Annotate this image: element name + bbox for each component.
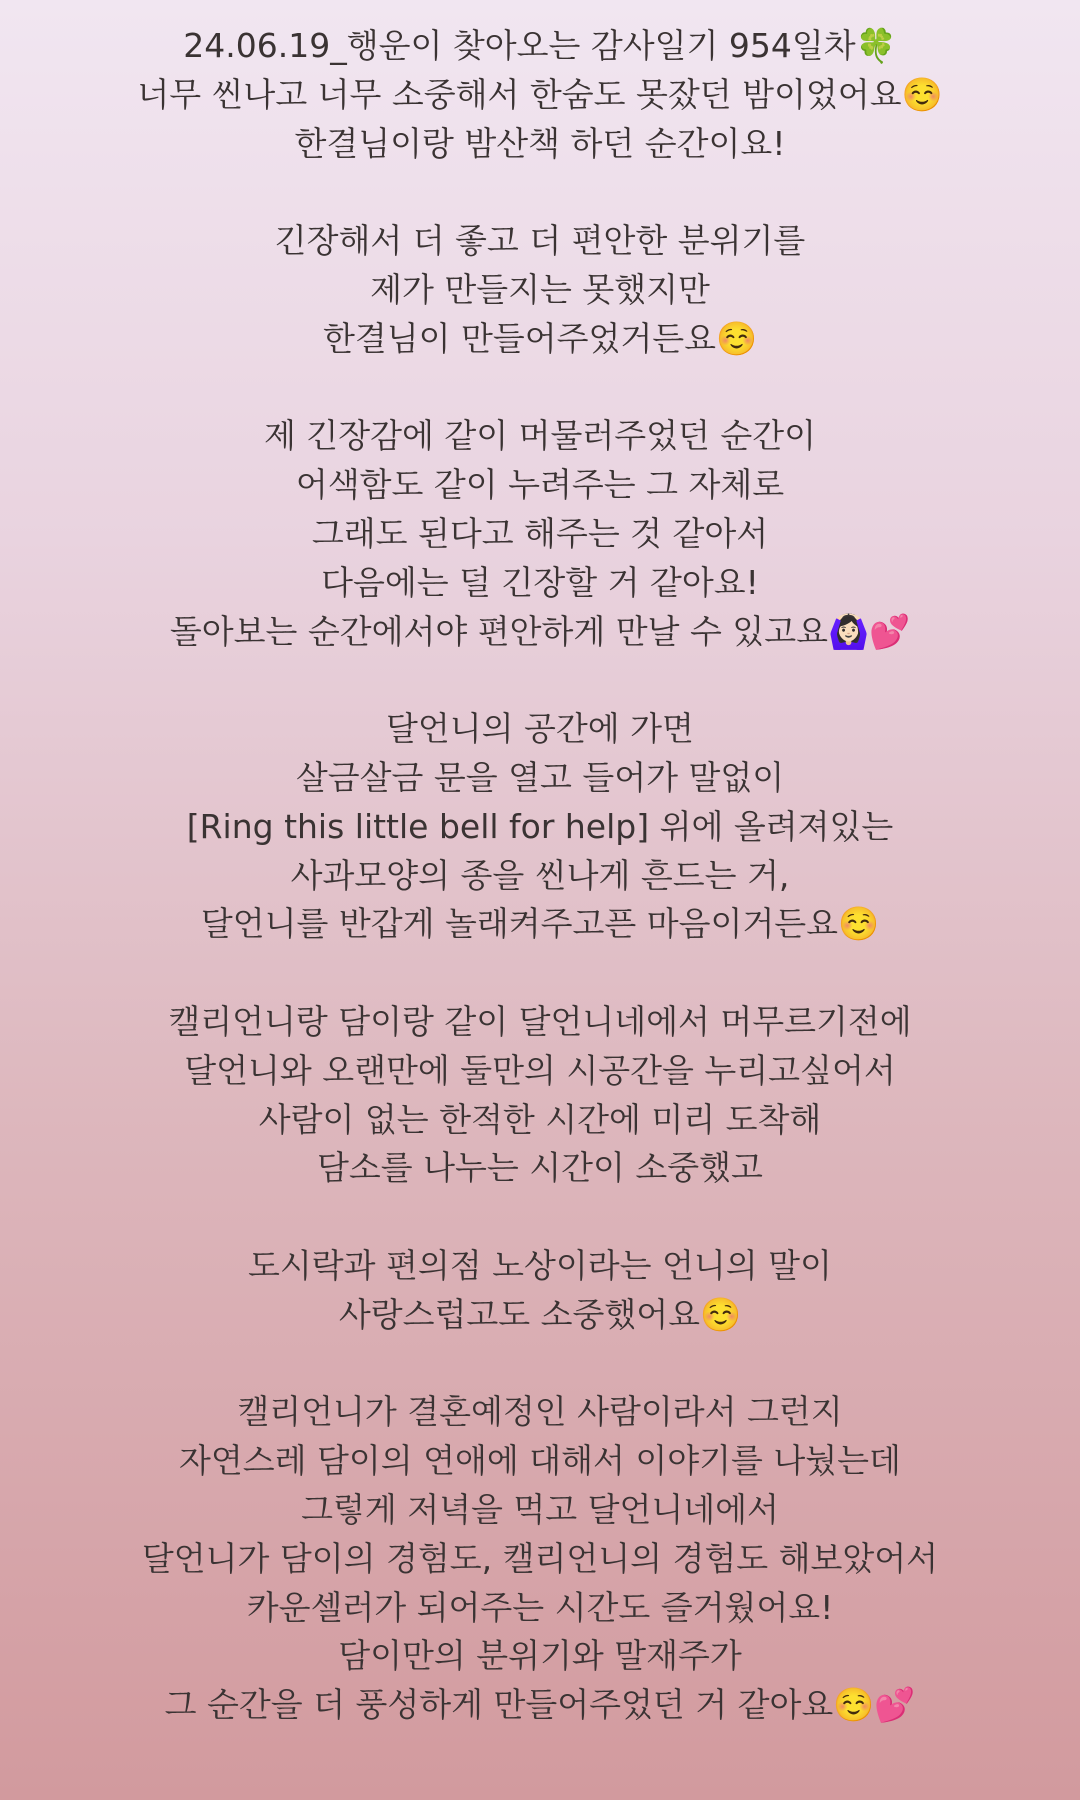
- text-line-content: 긴장해서 더 좋고 더 편안한 분위기를: [274, 221, 806, 261]
- text-line: [0, 1047, 1080, 1096]
- text-line-content: 어색함도 같이 누려주는 그 자체로: [295, 465, 785, 505]
- text-line-content: 자연스레 담이의 연애에 대해서 이야기를 나눴는데: [179, 1441, 901, 1481]
- emoji-icon: ☺️: [838, 904, 880, 944]
- text-line-content: 담이만의 분위기와 말재주가: [338, 1636, 742, 1676]
- text-line: [0, 120, 1080, 169]
- text-line: [0, 412, 1080, 461]
- text-line-content: 도시락과 편의점 노상이라는 언니의 말이: [248, 1245, 832, 1285]
- text-line-content: 달언니가 담이의 경험도, 캘리언니의 경험도 해보았어서: [141, 1538, 939, 1578]
- text-line-content: 너무 씬나고 너무 소중해서 한숨도 못잤던 밤이었어요: [137, 74, 902, 114]
- text-line-content: 그래도 된다고 해주는 것 같아서: [311, 513, 769, 553]
- text-line: [0, 217, 1080, 266]
- text-line: [0, 1144, 1080, 1193]
- text-line-content: 살금살금 문을 열고 들어가 말없이: [295, 757, 785, 797]
- text-line-content: [Ring this little bell for help] 위에 올려져있는: [186, 806, 894, 846]
- text-line-content: 한결님이랑 밤산책 하던 순간이요!: [294, 123, 786, 163]
- emoji-icon: ☺️💕: [833, 1685, 916, 1725]
- text-line: [0, 803, 1080, 852]
- emoji-icon: ☺️: [700, 1294, 742, 1334]
- text-line: [0, 1632, 1080, 1681]
- text-line: [0, 705, 1080, 754]
- text-line: [0, 1486, 1080, 1535]
- paragraph: [0, 705, 1080, 949]
- emoji-icon: ☺️: [715, 318, 758, 358]
- text-line-content: 제가 만들지는 못했지만: [370, 269, 710, 309]
- emoji-icon: 🍀: [855, 26, 897, 65]
- text-line-content: 사람이 없는 한적한 시간에 미리 도착해: [258, 1099, 822, 1139]
- paragraph-gap: [0, 949, 1080, 998]
- text-line: [0, 266, 1080, 315]
- text-line: [0, 998, 1080, 1047]
- text-line-content: 카운셀러가 되어주는 시간도 즐거웠어요!: [246, 1587, 834, 1627]
- story-text-block: [0, 22, 1080, 1730]
- text-line: [0, 1242, 1080, 1291]
- text-line: [0, 1291, 1080, 1340]
- paragraph-gap: [0, 364, 1080, 413]
- text-line: [0, 71, 1080, 120]
- text-line: [0, 1584, 1080, 1633]
- paragraph: [0, 998, 1080, 1193]
- text-line: [0, 22, 1080, 71]
- text-line-content: 캘리언니가 결혼예정인 사람이라서 그런지: [237, 1392, 843, 1432]
- paragraph-gap: [0, 1193, 1080, 1242]
- emoji-icon: ☺️: [901, 74, 943, 114]
- text-line: [0, 559, 1080, 608]
- text-line: [0, 315, 1080, 364]
- text-line: [0, 754, 1080, 803]
- text-line: [0, 1096, 1080, 1145]
- paragraph: [0, 1242, 1080, 1340]
- paragraph: [0, 22, 1080, 168]
- text-line-content: 달언니와 오랜만에 둘만의 시공간을 누리고싶어서: [184, 1050, 896, 1090]
- paragraph: [0, 217, 1080, 363]
- text-line-content: 다음에는 덜 긴장할 거 같아요!: [321, 562, 759, 602]
- paragraph: [0, 1388, 1080, 1730]
- text-line: [0, 510, 1080, 559]
- text-line: [0, 608, 1080, 657]
- text-line-content: 24.06.19_행운이 찾아오는 감사일기 954일차: [183, 26, 856, 65]
- emoji-icon: 🙆🏻‍♀️💕: [827, 611, 911, 651]
- text-line-content: 달언니를 반갑게 놀래켜주고픈 마음이거든요: [200, 904, 839, 944]
- text-line: [0, 461, 1080, 510]
- text-line: [0, 1388, 1080, 1437]
- text-line-content: 그렇게 저녁을 먹고 달언니네에서: [301, 1489, 779, 1529]
- text-line: [0, 1437, 1080, 1486]
- text-line-content: 한결님이 만들어주었거든요: [322, 318, 716, 358]
- text-line-content: 캘리언니랑 담이랑 같이 달언니네에서 머무르기전에: [168, 1001, 912, 1041]
- paragraph-gap: [0, 1340, 1080, 1389]
- text-line: [0, 900, 1080, 949]
- paragraph-gap: [0, 656, 1080, 705]
- text-line: [0, 852, 1080, 901]
- text-line-content: 제 긴장감에 같이 머물러주었던 순간이: [263, 416, 816, 456]
- text-line-content: 사과모양의 종을 씬나게 흔드는 거,: [290, 855, 790, 895]
- text-line-content: 담소를 나누는 시간이 소중했고: [317, 1148, 763, 1188]
- text-line-content: 달언니의 공간에 가면: [386, 709, 694, 749]
- paragraph: [0, 412, 1080, 656]
- text-line: [0, 1535, 1080, 1584]
- text-line: [0, 1681, 1080, 1730]
- text-line-content: 돌아보는 순간에서야 편안하게 만날 수 있고요: [169, 611, 828, 651]
- text-line-content: 그 순간을 더 풍성하게 만들어주었던 거 같아요: [164, 1685, 834, 1725]
- text-line-content: 사랑스럽고도 소중했어요: [338, 1294, 701, 1334]
- paragraph-gap: [0, 168, 1080, 217]
